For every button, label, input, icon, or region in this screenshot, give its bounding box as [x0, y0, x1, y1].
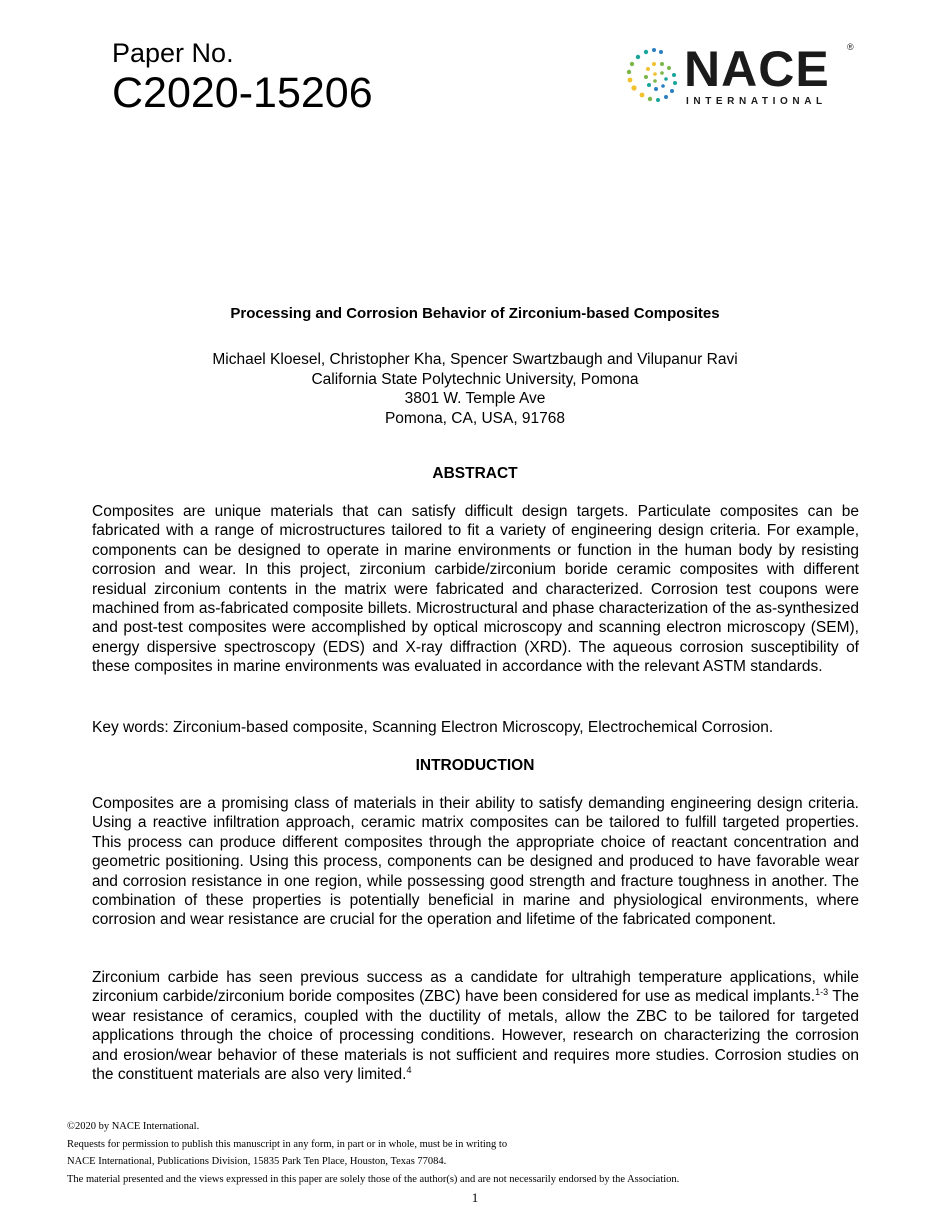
author-affiliation: California State Polytechnic University, Pomona [311, 370, 639, 388]
registered-mark: ® [847, 42, 854, 52]
helix-dots-icon [627, 48, 677, 102]
paper-title: Processing and Corrosion Behavior of Zirconium-based Composites [230, 305, 720, 322]
author-city: Pomona, CA, USA, 91768 [384, 409, 566, 427]
paper-number: C2020-15206 [112, 69, 373, 117]
intro-p2-text-a: Zirconium carbide has seen previous success as a candidate for ultrahigh temperature applications, while zirconium carbide/zirconium boride composites (ZBC) have been considered for use as medical implants. [92, 969, 859, 1006]
page-number: 1 [471, 1190, 479, 1205]
nace-logo-graphic [622, 40, 857, 112]
footer-permission: Requests for permission to publish this manuscript in any form, in part or in whole, must be in writing to [67, 1138, 508, 1150]
footer-copyright: ©2020 by NACE International. [67, 1121, 200, 1132]
intro-paragraph-1: Composites are a promising class of materials in their ability to satisfy demanding engineering design criteria. Using a reactive infiltration approach, ceramic matrix composites can be tailored to fulfill targeted properties. This process can produce different composites through the appropriate choice of reactant concentration and geometric positioning. Using this process, components can be designed and produced to have favorable wear and corrosion resistance in one region, while possessing good strength and fracture toughness in another. The combination of these properties is potentially beneficial in marine and physiological environments, where corrosion and wear resistance are crucial for the operation and lifetime of the fabricated component. [92, 795, 859, 929]
citation-ref: 1-3 [815, 987, 829, 998]
intro-p2-text-b: The wear resistance of ceramics, coupled with the ductility of metals, allow the ZBC to be tailored for targeted applications through the choice of processing conditions. However, research on characterizing the corrosion and erosion/wear behavior of these materials is not sufficient and requires more studies. Corrosion studies on the constituent materials are also very limited. [92, 988, 859, 1084]
author-names: Michael Kloesel, Christopher Kha, Spencer Swartzbaugh and Vilupanur Ravi [212, 351, 738, 368]
author-block [0, 350, 950, 428]
paper-number-block [112, 40, 373, 115]
citation-ref: 4 [406, 1065, 412, 1076]
footer-disclaimer: The material presented and the views expressed in this paper are solely those of the author(s) and are not necessarily endorsed by the Association. [67, 1173, 680, 1185]
footer-address: NACE International, Publications Division, 15835 Park Ten Place, Houston, Texas 77084. [67, 1156, 447, 1167]
abstract-heading: ABSTRACT [432, 465, 518, 482]
paper-label: Paper No. [112, 38, 234, 68]
abstract-text: Composites are unique materials that can satisfy difficult design targets. Particulate composites can be fabricated with a range of microstructures tailored to fit a variety of engineering design criteria. For example, components can be designed to operate in marine environments or function in the human body by resisting corrosion and wear. In this project, zirconium carbide/zirconium boride ceramic composites with different residual zirconium contents in the matrix were fabricated and characterized. Corrosion test coupons were machined from as-fabricated composite billets. Microstructural and phase characterization of the as-synthesized and post-test composites were accomplished by optical microscopy and scanning electron microscopy (SEM), energy dispersive spectroscopy (EDS) and X-ray diffraction (XRD). The aqueous corrosion susceptibility of these composites in marine environments was evaluated in accordance with the relevant ASTM standards. [92, 503, 859, 676]
logo-wordmark: NACE [684, 41, 830, 97]
author-street: 3801 W. Temple Ave [404, 390, 546, 407]
logo-subtitle: INTERNATIONAL [686, 96, 827, 107]
keywords: Key words: Zirconium-based composite, Scanning Electron Microscopy, Electrochemical Corrosion. [92, 719, 774, 736]
nace-logo [622, 40, 857, 112]
intro-paragraph-2 [92, 968, 859, 1084]
introduction-heading: INTRODUCTION [415, 757, 535, 774]
page-footer [67, 1118, 679, 1188]
